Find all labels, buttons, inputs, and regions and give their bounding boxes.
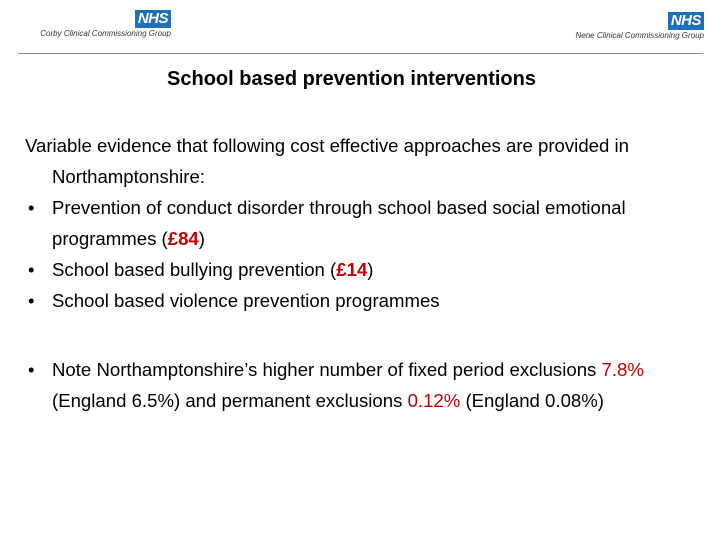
bullet-item: • Prevention of conduct disorder through school based social emotional programmes (£84) (25, 192, 705, 254)
intro-text: Variable evidence that following cost effective approaches are provided in Northamptonshire: (25, 135, 629, 187)
header-divider (18, 53, 703, 54)
cost-value: £84 (167, 228, 199, 249)
bullet-icon: • (28, 290, 35, 311)
bullet-list (25, 192, 705, 316)
nhs-badge: NHS (668, 12, 704, 30)
org-name: Nene Clinical Commissioning Group (575, 31, 704, 40)
org-name: Corby Clinical Commissioning Group (40, 29, 171, 38)
slide-body (25, 130, 705, 416)
bullet-item: • School based bullying prevention (£14) (25, 254, 705, 285)
nene-ccg-logo (540, 12, 704, 40)
bullet-item: • School based violence prevention programmes (25, 285, 705, 316)
bullet-icon: • (28, 259, 35, 280)
permanent-exclusion-value: 0.12% (407, 390, 461, 411)
cost-value: £14 (336, 259, 368, 280)
bullet-icon: • (28, 359, 35, 380)
corby-ccg-logo (16, 10, 171, 38)
note-list (25, 354, 705, 416)
slide-title: School based prevention interventions (167, 68, 536, 90)
nhs-badge: NHS (135, 10, 171, 28)
fixed-exclusion-value: 7.8% (601, 359, 644, 380)
bullet-icon: • (28, 197, 35, 218)
note-item: • Note Northamptonshire’s higher number of fixed period exclusions 7.8% (England 6.5%) and permanent exclusions 0.12% (England 0.08%) (25, 354, 705, 416)
